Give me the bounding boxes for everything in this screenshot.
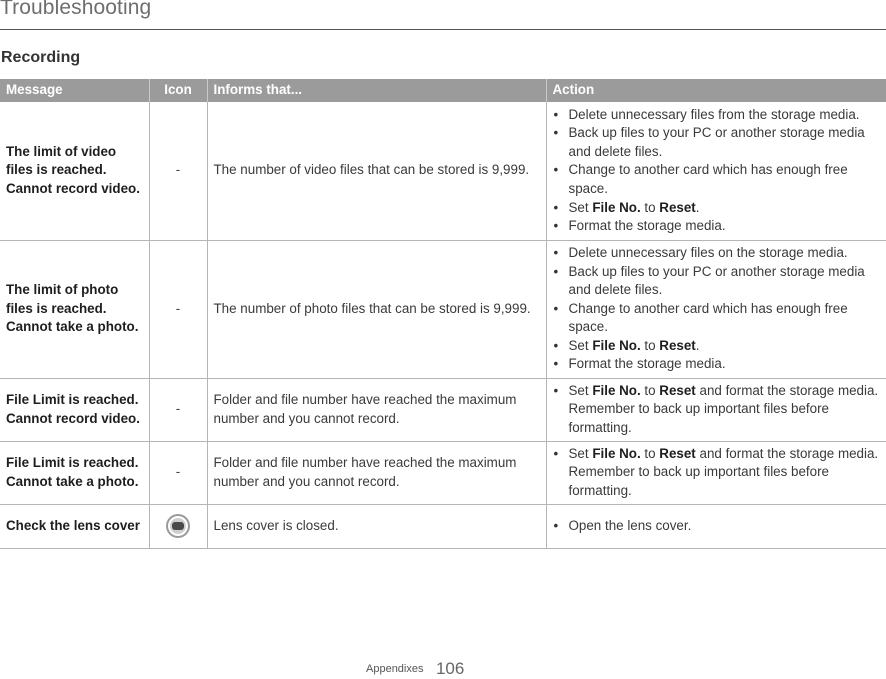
action-item: • Delete unnecessary files from the storage media. (553, 106, 881, 125)
header-action: Action (546, 79, 886, 102)
table-header-row (0, 79, 886, 102)
action-item: • Back up files to your PC or another storage media and delete files. (553, 124, 881, 161)
header-message: Message (0, 79, 149, 102)
table-row (0, 102, 886, 240)
footer-label: Appendixes (366, 663, 424, 675)
action-item: • Set File No. to Reset and format the storage media. Remember to back up important files before formatting. (553, 445, 881, 501)
action-item: • Set File No. to Reset and format the storage media. Remember to back up important files before formatting. (553, 382, 881, 438)
action-item: • Set File No. to Reset. (553, 199, 881, 218)
action-cell (546, 240, 886, 378)
title-divider (0, 29, 886, 30)
page-number: 106 (435, 659, 465, 678)
icon-cell: - (149, 240, 207, 378)
action-list (553, 517, 881, 536)
action-cell (546, 441, 886, 504)
lens-cover-icon (166, 514, 190, 538)
page-footer (366, 659, 464, 679)
troubleshooting-table (0, 79, 886, 549)
header-informs: Informs that... (207, 79, 546, 102)
action-item: • Delete unnecessary files on the storage media. (553, 244, 881, 263)
message-cell: The limit of video files is reached. Cannot record video. (0, 102, 149, 240)
informs-cell: Folder and file number have reached the maximum number and you cannot record. (207, 378, 546, 441)
informs-cell: Folder and file number have reached the maximum number and you cannot record. (207, 441, 546, 504)
action-cell (546, 504, 886, 548)
action-item: • Change to another card which has enough free space. (553, 161, 881, 198)
icon-cell: - (149, 378, 207, 441)
table-row (0, 504, 886, 548)
action-item: • Format the storage media. (553, 355, 881, 374)
table-row (0, 378, 886, 441)
informs-cell: The number of video files that can be stored is 9,999. (207, 102, 546, 240)
informs-cell: The number of photo files that can be stored is 9,999. (207, 240, 546, 378)
action-cell (546, 102, 886, 240)
action-cell (546, 378, 886, 441)
message-cell: File Limit is reached. Cannot take a photo. (0, 441, 149, 504)
icon-cell: - (149, 102, 207, 240)
action-list (553, 445, 881, 501)
section-title: Recording (1, 49, 81, 66)
icon-cell: - (149, 441, 207, 504)
action-item: • Format the storage media. (553, 217, 881, 236)
table-row (0, 441, 886, 504)
informs-cell: Lens cover is closed. (207, 504, 546, 548)
table-row (0, 240, 886, 378)
action-list (553, 382, 881, 438)
message-cell: The limit of photo files is reached. Cannot take a photo. (0, 240, 149, 378)
icon-cell (149, 504, 207, 548)
action-item: • Change to another card which has enough free space. (553, 300, 881, 337)
action-list (553, 244, 881, 374)
page-title: Troubleshooting (0, 0, 152, 19)
message-cell: File Limit is reached. Cannot record video. (0, 378, 149, 441)
action-list (553, 106, 881, 236)
action-item: • Open the lens cover. (553, 517, 881, 536)
action-item: • Set File No. to Reset. (553, 337, 881, 356)
action-item: • Back up files to your PC or another storage media and delete files. (553, 263, 881, 300)
message-cell: Check the lens cover (0, 504, 149, 548)
header-icon: Icon (149, 79, 207, 102)
